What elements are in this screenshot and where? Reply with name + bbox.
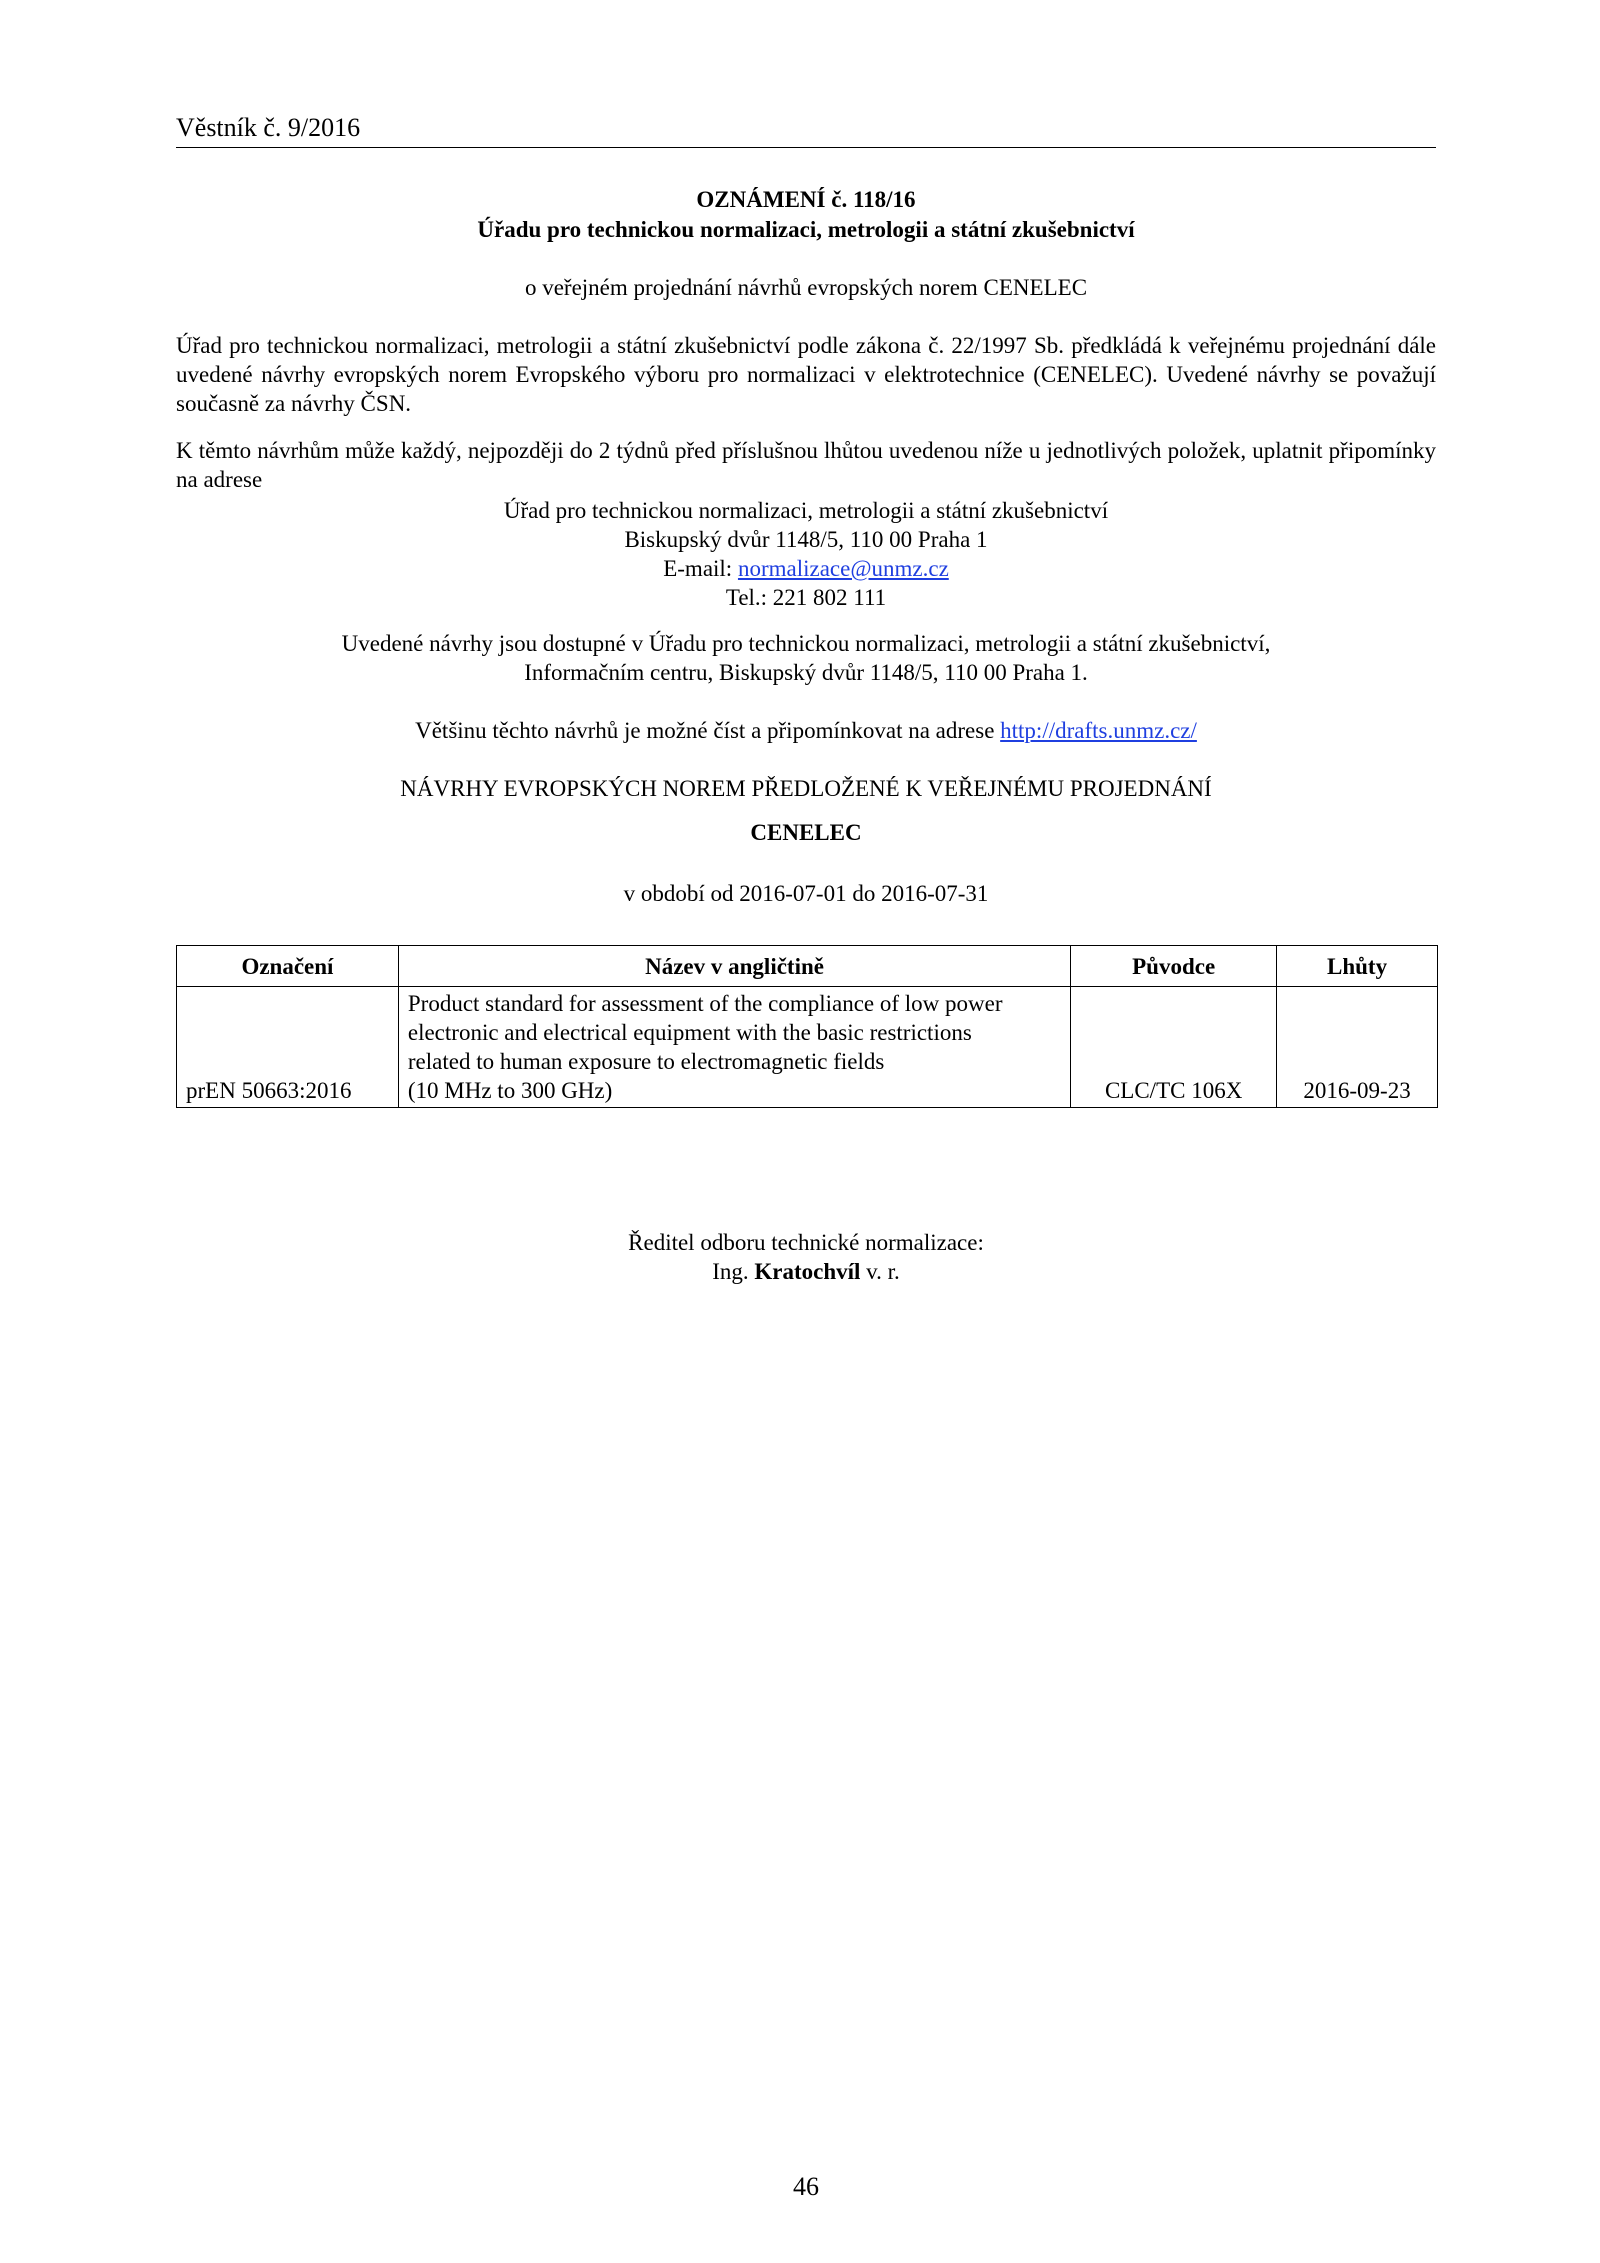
norms-table: [176, 945, 1438, 1108]
address-tel: Tel.: 221 802 111: [725, 585, 887, 610]
signature-name: Kratochvíl: [754, 1259, 861, 1284]
section-heading: NÁVRHY EVROPSKÝCH NOREM PŘEDLOŽENÉ K VEŘEJNÉMU PROJEDNÁNÍ: [400, 776, 1212, 801]
table-row: [177, 987, 1438, 1108]
nazev-line: Product standard for assessment of the compliance of low power: [407, 991, 1003, 1016]
page-number: 46: [793, 2172, 819, 2201]
signature-name-line: [176, 1257, 1436, 1286]
section-period: v období od 2016-07-01 do 2016-07-31: [623, 881, 989, 906]
nazev-line: (10 MHz to 300 GHz): [407, 1078, 613, 1103]
nazev-line: related to human exposure to electromagnetic fields: [407, 1049, 885, 1074]
cell-nazev: [398, 987, 1070, 1108]
header-nazev: Název v angličtině: [398, 946, 1070, 987]
drafts-link[interactable]: http://drafts.unmz.cz/: [1000, 718, 1197, 743]
online-text: Většinu těchto návrhů je možné číst a připomínkovat na adrese: [415, 718, 1001, 743]
availability-line-2: Informačním centru, Biskupský dvůr 1148/5, 110 00 Praha 1.: [524, 660, 1088, 685]
availability-line-1: Uvedené návrhy jsou dostupné v Úřadu pro technickou normalizaci, metrologii a státní zkušebnictví,: [341, 631, 1271, 656]
online-line: [176, 716, 1436, 745]
email-link[interactable]: normalizace@unmz.cz: [737, 556, 949, 581]
header-lhuty: Lhůty: [1277, 946, 1438, 987]
comments-paragraph: K těmto návrhům může každý, nejpozději do 2 týdnů před příslušnou lhůtou uvedenou níže u jednotlivých položek, uplatnit připomínky na adrese: [176, 438, 1436, 492]
email-label: E-mail:: [663, 556, 738, 581]
section-organization: CENELEC: [750, 820, 862, 845]
announcement-subject: o veřejném projednání návrhů evropských norem CENELEC: [524, 275, 1088, 300]
address-email-line: [176, 554, 1436, 583]
header-rule: [176, 147, 1436, 148]
cell-oznaceni: prEN 50663:2016: [177, 987, 399, 1108]
intro-paragraph: Úřad pro technickou normalizaci, metrologii a státní zkušebnictví podle zákona č. 22/1997 Sb. předkládá k veřejnému projednání dále uvedené návrhy evropských norem Evropského výboru pro normalizaci v elektrotechnice (CENELEC). Uvedené návrhy se považují současně za návrhy ČSN.: [176, 333, 1436, 416]
nazev-line: electronic and electrical equipment with the basic restrictions: [407, 1020, 972, 1045]
journal-header: Věstník č. 9/2016: [176, 113, 361, 142]
announcement-title: OZNÁMENÍ č. 118/16: [696, 187, 916, 212]
table-header-row: [177, 946, 1438, 987]
cell-puvodce: CLC/TC 106X: [1071, 987, 1277, 1108]
header-puvodce: Původce: [1071, 946, 1277, 987]
address-org: Úřad pro technickou normalizaci, metrologii a státní zkušebnictví: [503, 498, 1109, 523]
signature-role: Ředitel odboru technické normalizace:: [628, 1230, 984, 1255]
header-oznaceni: Označení: [177, 946, 399, 987]
announcement-issuer: Úřadu pro technickou normalizaci, metrologii a státní zkušebnictví: [477, 217, 1135, 242]
cell-lhuty: 2016-09-23: [1277, 987, 1438, 1108]
document-page: [176, 0, 1436, 2263]
signature-suffix: v. r.: [860, 1259, 900, 1284]
address-street: Biskupský dvůr 1148/5, 110 00 Praha 1: [624, 527, 988, 552]
signature-prefix: Ing.: [712, 1259, 755, 1284]
